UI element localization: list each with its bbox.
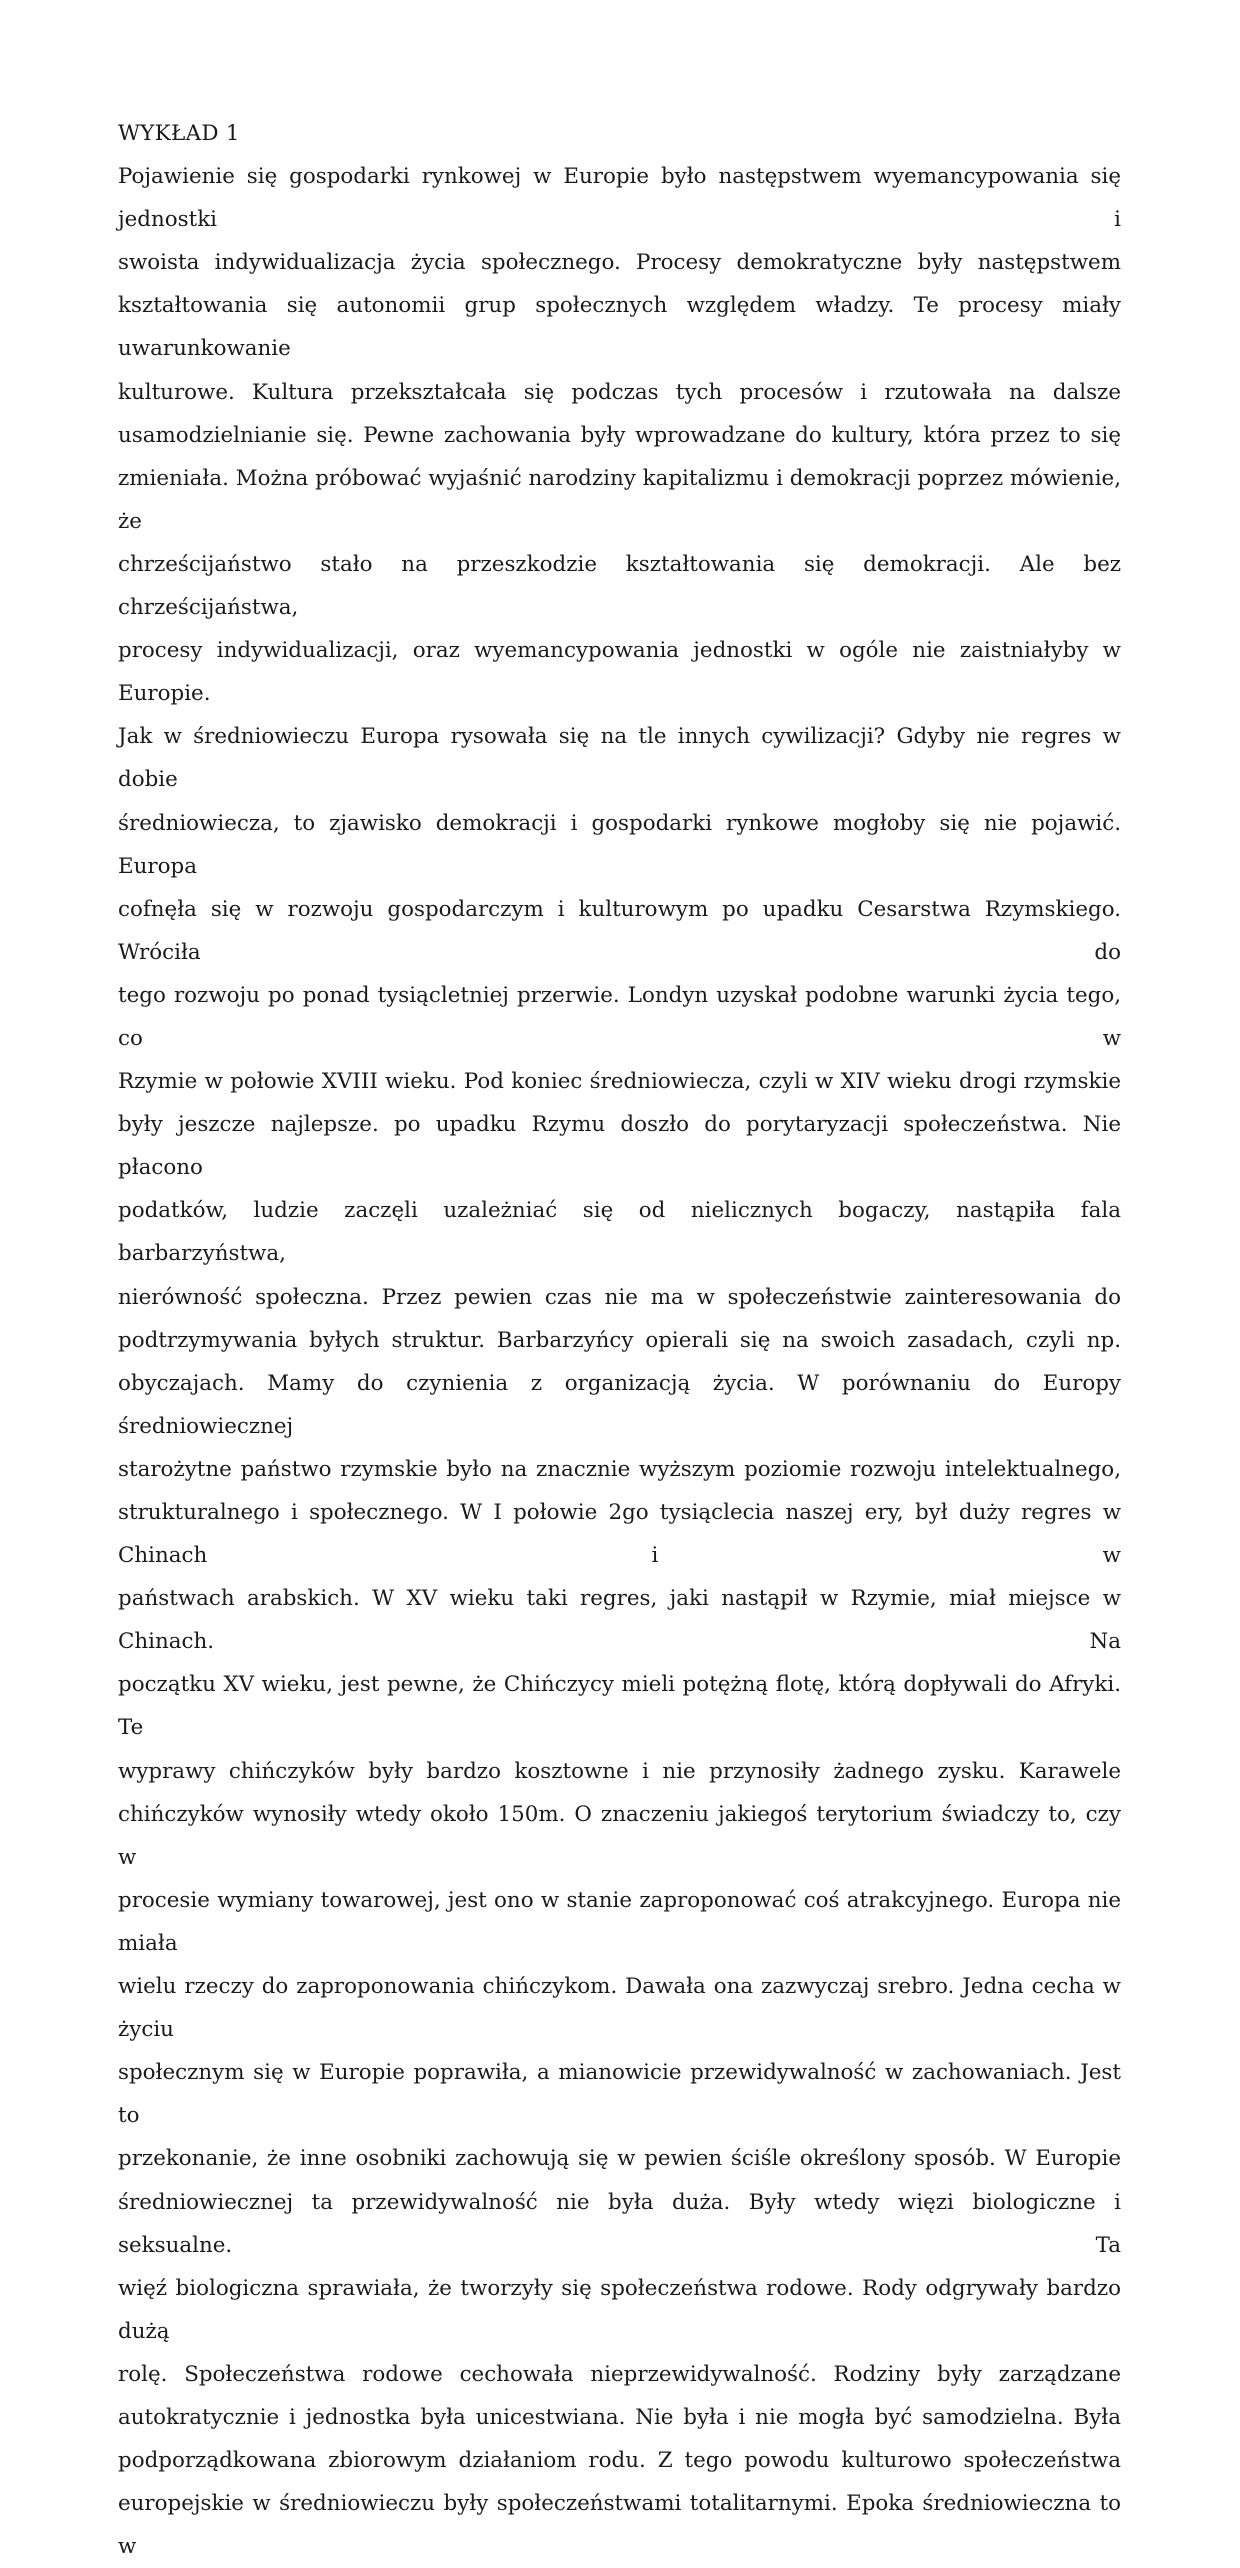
text-line: państwach arabskich. W XV wieku taki regres, jaki nastąpił w Rzymie, miał miejsce w Chinach. Na (118, 1586, 1121, 1655)
text-line: podtrzymywania byłych struktur. Barbarzyńcy opierali się na swoich zasadach, czyli np. (118, 1327, 1121, 1353)
text-line: cofnęła się w rozwoju gospodarczym i kulturowym po upadku Cesarstwa Rzymskiego. Wróciła do (118, 896, 1121, 965)
text-line: podatków, ludzie zaczęli uzależniać się od nielicznych bogaczy, nastąpiła fala barbarzyństwa, (118, 1198, 1121, 1267)
text-line: procesy indywidualizacji, oraz wyemancypowania jednostki w ogóle nie zaistniałyby w Europie. (118, 638, 1121, 707)
text-line: tego rozwoju po ponad tysiącletniej przerwie. Londyn uzyskał podobne warunki życia tego, co w (118, 982, 1121, 1051)
text-line: podporządkowana zbiorowym działaniom rodu. Z tego powodu kulturowo społeczeństwa (118, 2448, 1121, 2474)
lecture-body-text (118, 155, 1121, 2568)
text-line: zmieniała. Można próbować wyjaśnić narodziny kapitalizmu i demokracji poprzez mówienie, że (118, 465, 1121, 534)
text-line: nierówność społeczna. Przez pewien czas nie ma w społeczeństwie zainteresowania do (118, 1284, 1121, 1310)
text-line: kształtowania się autonomii grup społecznych względem władzy. Te procesy miały uwarunkowanie (118, 293, 1121, 362)
text-line: Jak w średniowieczu Europa rysowała się na tle innych cywilizacji? Gdyby nie regres w dobie (118, 724, 1121, 793)
page-title: WYKŁAD 1 (118, 121, 240, 146)
text-line: autokratycznie i jednostka była unicestwiana. Nie była i nie mogła być samodzielna. Była (118, 2404, 1121, 2430)
text-line: procesie wymiany towarowej, jest ono w stanie zaproponować coś atrakcyjnego. Europa nie miała (118, 1887, 1121, 1956)
text-line: Pojawienie się gospodarki rynkowej w Europie było następstwem wyemancypowania się jednostki i (118, 164, 1121, 233)
text-line: rolę. Społeczeństwa rodowe cechowała nieprzewidywalność. Rodziny były zarządzane (118, 2361, 1121, 2387)
text-line: więź biologiczna sprawiała, że tworzyły się społeczeństwa rodowe. Rody odgrywały bardzo dużą (118, 2275, 1121, 2344)
text-line: swoista indywidualizacja życia społecznego. Procesy demokratyczne były następstwem (118, 250, 1121, 276)
text-line: europejskie w średniowieczu były społeczeństwami totalitarnymi. Epoka średniowieczna to w (118, 2491, 1121, 2560)
text-line: były jeszcze najlepsze. po upadku Rzymu doszło do porytaryzacji społeczeństwa. Nie płacono (118, 1112, 1121, 1181)
text-line: wyprawy chińczyków były bardzo kosztowne i nie przynosiły żadnego zysku. Karawele (118, 1758, 1121, 1784)
text-line: średniowiecza, to zjawisko demokracji i gospodarki rynkowe mogłoby się nie pojawić. Europa (118, 810, 1121, 879)
text-line: usamodzielnianie się. Pewne zachowania były wprowadzane do kultury, która przez to się (118, 422, 1121, 448)
text-line: wielu rzeczy do zaproponowania chińczykom. Dawała ona zazwyczaj srebro. Jedna cecha w życiu (118, 1974, 1121, 2043)
document-content (118, 112, 1121, 2568)
text-line: obyczajach. Mamy do czynienia z organizacją życia. W porównaniu do Europy średniowiecznej (118, 1370, 1121, 1439)
text-line: przekonanie, że inne osobniki zachowują się w pewien ściśle określony sposób. W Europie (118, 2146, 1121, 2172)
text-line: strukturalnego i społecznego. W I połowie 2go tysiąclecia naszej ery, był duży regres w Chinach i w (118, 1500, 1121, 1569)
text-line: społecznym się w Europie poprawiła, a mianowicie przewidywalność w zachowaniach. Jest to (118, 2060, 1121, 2129)
text-line: chrześcijaństwo stało na przeszkodzie kształtowania się demokracji. Ale bez chrześcijaństwa, (118, 551, 1121, 621)
text-line: średniowiecznej ta przewidywalność nie była duża. Były wtedy więzi biologiczne i seksualne. Ta (118, 2189, 1121, 2258)
text-line: kulturowe. Kultura przekształcała się podczas tych procesów i rzutowała na dalsze (118, 379, 1121, 405)
text-line: Rzymie w połowie XVIII wieku. Pod koniec średniowiecza, czyli w XIV wieku drogi rzymskie (118, 1069, 1121, 1095)
text-line: początku XV wieku, jest pewne, że Chińczycy mieli potężną flotę, którą dopływali do Afryki. Te (118, 1672, 1121, 1741)
text-line: chińczyków wynosiły wtedy około 150m. O znaczeniu jakiegoś terytorium świadczy to, czy w (118, 1801, 1121, 1870)
text-line: starożytne państwo rzymskie było na znacznie wyższym poziomie rozwoju intelektualnego, (118, 1456, 1121, 1482)
